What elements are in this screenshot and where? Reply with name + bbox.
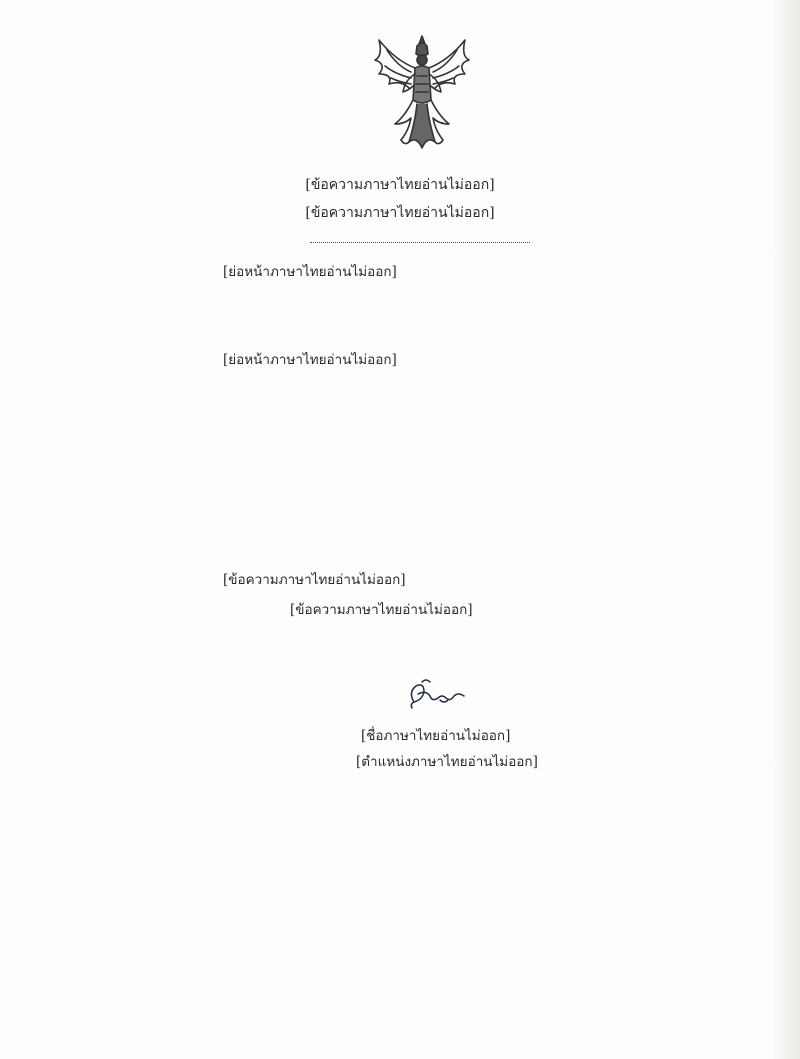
signer-title: [ตำแหน่งภาษาไทยอ่านไม่ออก]	[356, 754, 538, 770]
scan-edge-shadow	[772, 0, 800, 1059]
signer-name: [ชื่อภาษาไทยอ่านไม่ออก]	[361, 728, 511, 744]
document-subject: [ข้อความภาษาไทยอ่านไม่ออก]	[305, 205, 495, 221]
paragraph-incident-text: [ย่อหน้าภาษาไทยอ่านไม่ออก]	[223, 264, 397, 280]
document-title: [ข้อความภาษาไทยอ่านไม่ออก]	[305, 177, 495, 193]
garuda-emblem-icon	[365, 30, 480, 155]
date-line: [ข้อความภาษาไทยอ่านไม่ออก]	[290, 602, 473, 618]
signature-icon	[402, 674, 474, 714]
announcement-line: [ข้อความภาษาไทยอ่านไม่ออก]	[223, 572, 406, 588]
paragraph-regulation-text: [ย่อหน้าภาษาไทยอ่านไม่ออก]	[223, 352, 397, 368]
paragraph-incident	[143, 258, 773, 287]
divider-line	[310, 242, 530, 243]
paragraph-regulation	[143, 346, 773, 375]
